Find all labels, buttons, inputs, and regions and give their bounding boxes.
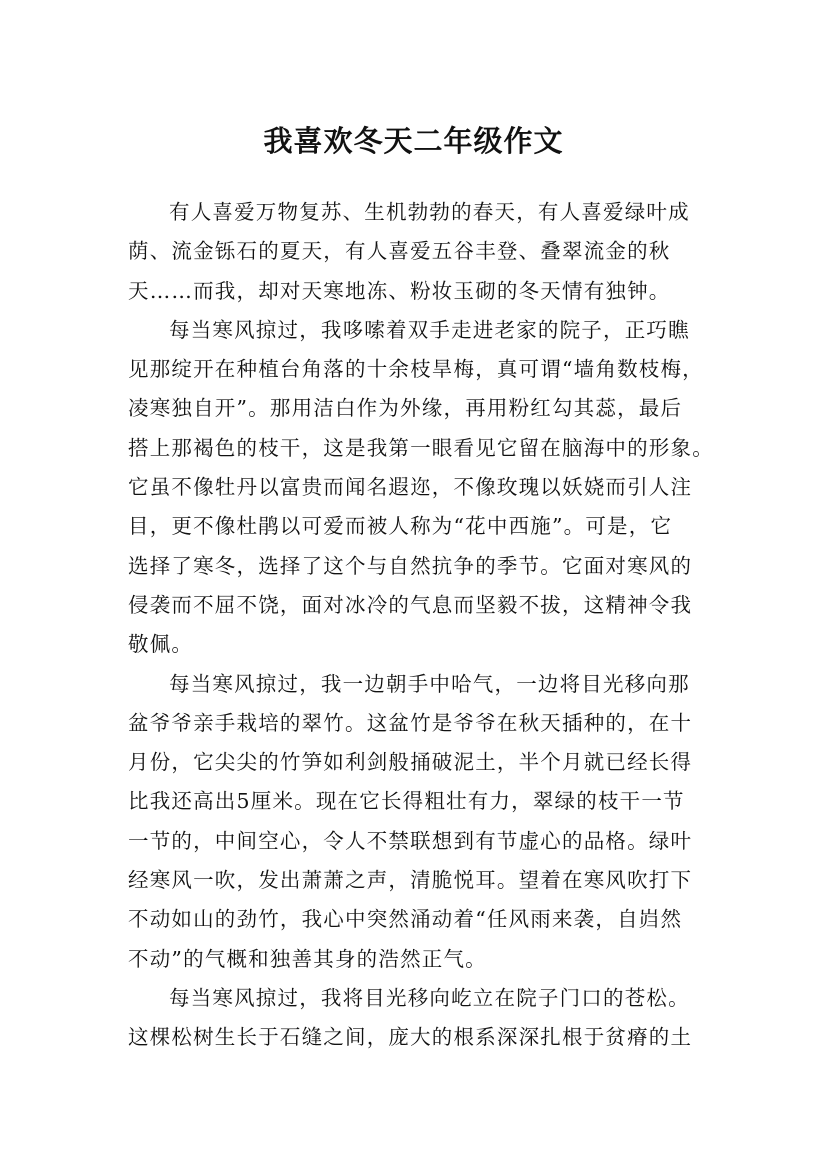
paragraph-2: [128, 311, 712, 665]
text-line: 选择了寒冬，选择了这个与自然抗争的季节。它面对寒风的: [128, 553, 693, 578]
text-line: 盆爷爷亲手栽培的翠竹。这盆竹是爷爷在秋天插种的，在十: [128, 710, 693, 735]
text-line: 有人喜爱万物复苏、生机勃勃的春天，有人喜爱绿叶成: [169, 200, 690, 224]
text-line: 侵袭而不屈不饶，面对冰冷的气息而坚毅不拔，这精神令我: [128, 592, 693, 617]
paragraph-4: [128, 979, 712, 1058]
text-line: 凌寒独自开”。那用洁白作为外缘，再用粉红勾其蕊，最后: [128, 396, 683, 421]
text-line: 每当寒风掠过，我一边朝手中哈气，一边将目光移向那: [169, 671, 690, 696]
text-line: 它虽不像牡丹以富贵而闻名遐迩，不像玫瑰以妖娆而引人注: [128, 475, 693, 500]
document-body: [128, 193, 712, 1058]
text-line: 敬佩。: [128, 632, 194, 657]
document-title: 我喜欢冬天二年级作文: [263, 124, 564, 159]
text-line: 不动如山的劲竹，我心中突然涌动着“任风雨来袭，自岿然: [128, 907, 683, 932]
text-line: 每当寒风掠过，我哆嗦着双手走进老家的院子，正巧瞧: [169, 317, 690, 342]
text-line: 天……而我，却对天寒地冻、粉妆玉砌的冬天情有独钟。: [128, 278, 671, 303]
text-line: 目，更不像杜鹃以可爱而被人称为“花中西施”。可是，它: [128, 514, 673, 539]
text-line: 荫、流金铄石的夏天，有人喜爱五谷丰登、叠翠流金的秋: [128, 239, 671, 264]
text-line: 搭上那褐色的枝干，这是我第一眼看见它留在脑海中的形象。: [128, 435, 714, 460]
text-line: 一节的，中间空心，令人不禁联想到有节虚心的品格。绿叶: [128, 828, 693, 853]
text-line: 这棵松树生长于石缝之间，庞大的根系深深扎根于贫瘠的土: [128, 1025, 693, 1050]
text-line: 比我还高出5厘米。现在它长得粗壮有力，翠绿的枝干一节: [128, 789, 685, 814]
text-line: 月份，它尖尖的竹笋如利剑般捅破泥土，半个月就已经长得: [128, 750, 693, 775]
text-line: 不动”的气概和独善其身的浩然正气。: [128, 946, 487, 971]
text-line: 经寒风一吹，发出萧萧之声，清脆悦耳。望着在寒风吹打下: [128, 868, 693, 893]
text-line: 见那绽开在种植台角落的十余枝旱梅，真可谓“墙角数枝梅，: [128, 357, 704, 382]
paragraph-1: [128, 193, 712, 311]
paragraph-3: [128, 665, 712, 979]
text-line: 每当寒风掠过，我将目光移向屹立在院子门口的苍松。: [169, 985, 690, 1010]
